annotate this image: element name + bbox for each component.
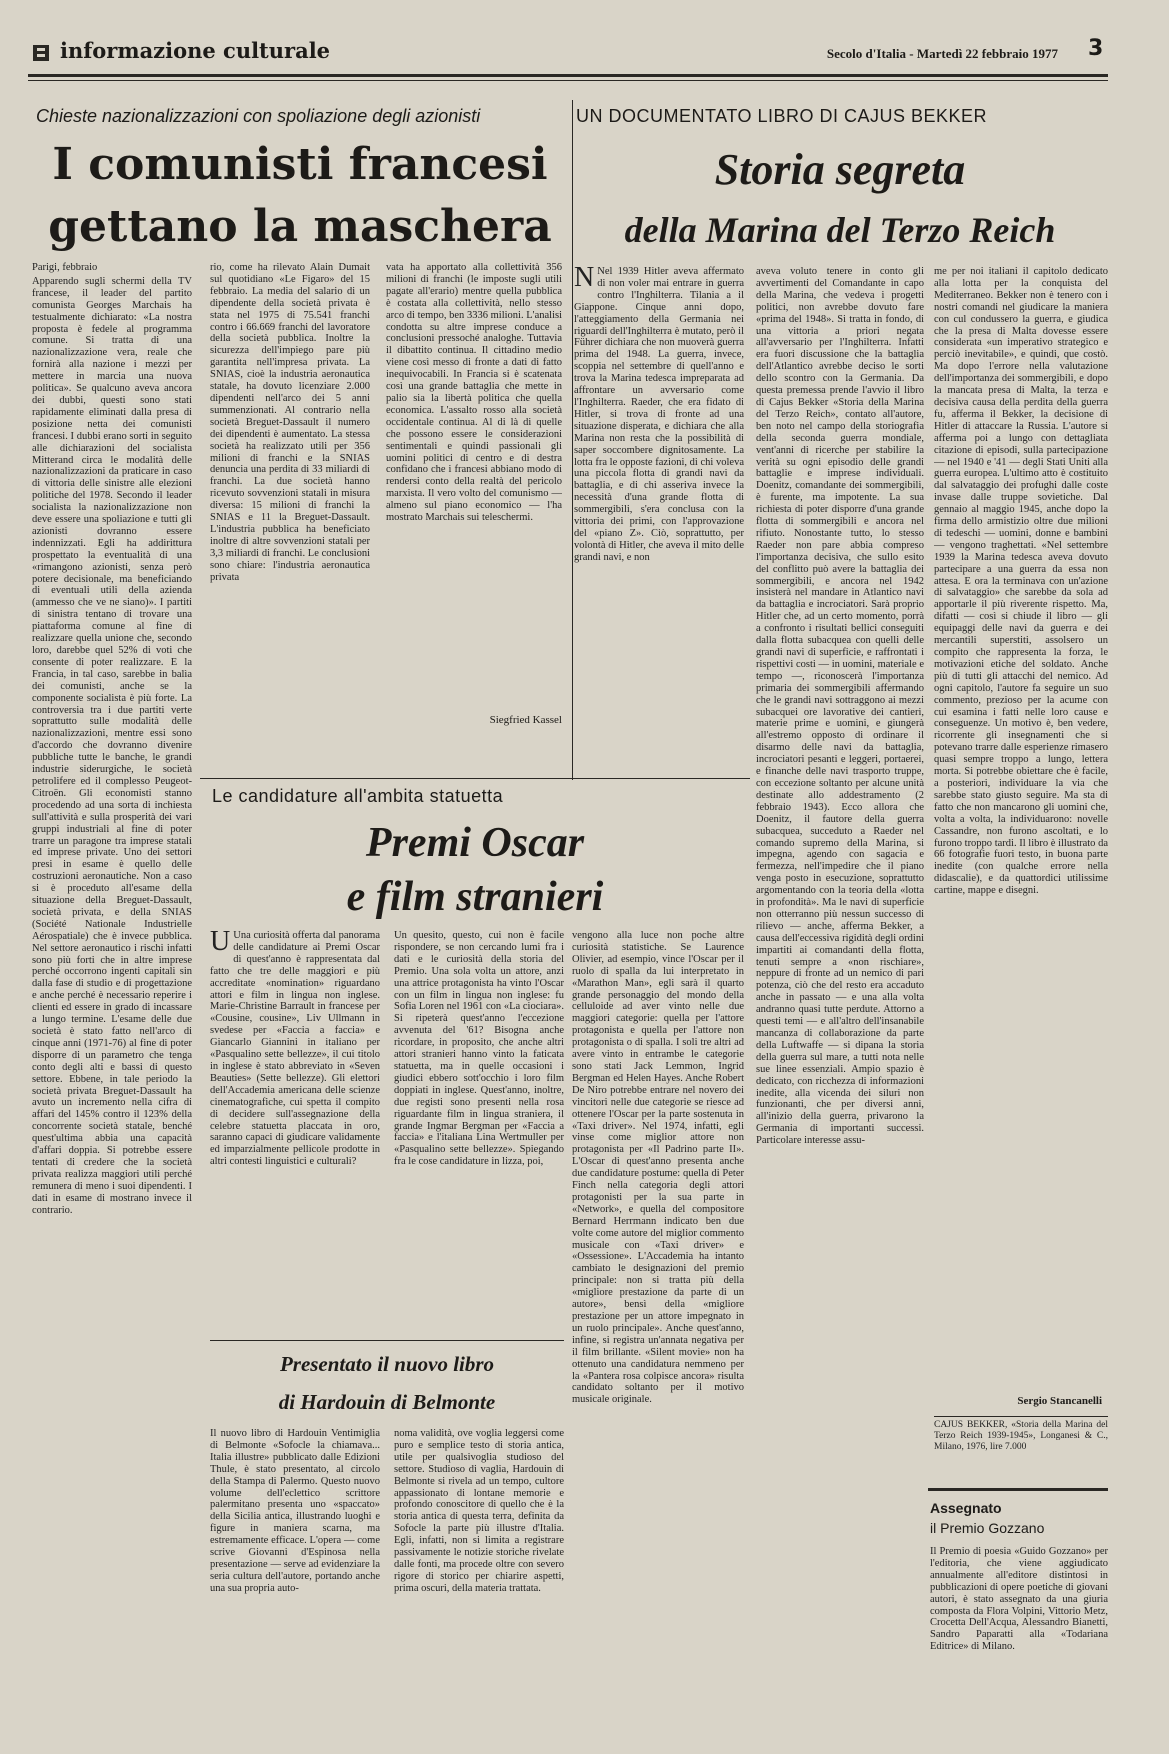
divider-article1-article2 xyxy=(572,100,573,780)
article2-column-2 xyxy=(756,266,924,1728)
article3-title-line2: e film stranieri xyxy=(346,874,604,920)
paper-date: Secolo d'Italia - Martedì 22 febbraio 1977 xyxy=(826,46,1058,61)
article4-column-1 xyxy=(210,1428,380,1728)
section-title: informazione culturale xyxy=(60,38,331,63)
article2-body-2: aveva voluto tenere in conto gli avvertimenti del Comandante in capo della Marina, che vedeva i progetti politici, non avrebbe dovuto fare «prima del 1948». Si tratta in fondo, di una vittoria a priori negata all'avversario per l'Inghilterra. Infatti era fuori discussione che la battaglia dell'Atlantico avrebbe deciso le sorti dello scontro con la Germania. Da questa premessa prende l'avvio il libro di Cajus Bekker «Storia della Marina del Terzo Reich», contato all'autore, ben noto nel campo della storiografia della seconda guerra mondiale, vent'anni di ricerche per stabilire la verità su ogni episodio delle grandi battaglie e imprese individuali. Doenitz, comandante dei sommergibili, è furente, ma impotente. La sua richiesta di poter disporre d'una grande flotta di sommergibili e ancora nel rifiuto. Nonostante tutto, lo stesso Raeder non pare abbia compreso l'importanza decisiva, che sullo esito del conflitto può avere la battaglia dei sommergibili, e ancora nel 1942 insisterà nel mandare in Atlantico navi da battaglia e incrociatori. Sarà proprio Hitler che, ad un certo momento, porrà a confronto i risultati bellici conseguiti dalla flotta subacquea con quelli delle grandi navi di superficie, e raffrontati i rispettivi costi — in uomini, materiale e tempo —, riconoscerà l'importanza primaria dei sommergibili affermando che le grandi navi sottraggono ai mezzi subacquei ore lavorative dei cantieri, materie prime e uomini, e giungerà all'estremo opposto di ordinare il disarmo delle navi da battaglia, incrociatori pesanti e leggeri, portaerei, e finanche delle navi trasporto truppe, con eccezione soltanto per alcune unità destinate allo addestramento (2 febbraio 1943). Ecco allora che Doenitz, il fautore della guerra subacquea, succeduto a Raeder nel comando supremo della Marina, si impegna, agendo con sagacia e fermezza, nell'impedire che il piano venga posto in esecuzione, soprattutto argomentando con la teoria della «lotta in profondità». Ma le navi di superficie non otterranno più nessun successo di rilievo — anche, afferma Bekker, a causa dell'eccessiva rigidità degli ordini impartiti ai comandanti della flotta, tenuti sempre a «non rischiare», neppure di fronte ad un nemico di pari potenza, ciò che del resto era accaduto anche in passato — e una alla volta andranno quasi tutte perdute. Attorno a questi temi — e all'altro dell'insanabile mancanza di collaborazione da parte della Luftwaffe — si dipana la storia della guerra sul mare, a tutti nota nelle sue linee essenziali. Ampio spazio è dedicato, con ricchezza di informazioni inedite, alla vicenda dei siluri non funzionanti, che per diversi anni, all'inizio della guerra, privarono la Germania di importanti successi. Particolare interesse assu- xyxy=(756,266,924,1147)
article1-kicker: Chieste nazionalizzazioni con spoliazione degli azionisti xyxy=(36,106,481,126)
article1-body-3: vata ha apportato alla collettività 356 milioni di franchi (le imposte sugli utili pagate all'erario) mentre quella pubblica è costata alla collettività, nello stesso arco di tempo, ben 3336 milioni. L'analisi condotta su altre imprese conduce a conclusioni pressoché analoghe. Tuttavia il dibattito continua. Il cittadino medio viene così messo di fronte a dati di fatto inequivocabili. In Francia si è scatenata così una grande battaglia che mette in palio sia la libertà politica che quella economica. L'assalto rosso alla società occidentale continua. Al di là di quelle che possono essere le considerazioni sentimentali e quindi passionali gli uomini politici di centro e di destra confidano che i francesi abbiano modo di rendersi conto della realtà del pericolo marxista. Il vero volto del comunismo — almeno sul piano economico — l'ha mostrato Marchais sui teleschermi. xyxy=(386,262,562,524)
article1-dateline: Parigi, febbraio xyxy=(32,262,98,273)
article1-column-3 xyxy=(386,262,562,708)
article5-title: il Premio Gozzano xyxy=(930,1520,1045,1536)
article4-title-line1: Presentato il nuovo libro xyxy=(279,1352,495,1376)
article1-title-line2: gettano la maschera xyxy=(48,201,552,252)
article1-body-1: Apparendo sugli schermi della TV francese, il leader del partito comunista Georges Marchais ha testualmente dichiarato: «La nostra proposta è fedele al programma comune. Si tratta di una nazionalizzazione vera, reale che fornirà alla nazione i mezzi per mettere in marcia una nuova politica». Se qualcuno aveva ancora dei dubbi, questi sono stati rapidamente eliminati dalla presa di posizione netta dei comunisti francesi. I dubbi erano sorti in seguito alle dichiarazioni del socialista Mitterand circa le modalità delle nazionalizzazioni da praticare in caso di vittoria delle sinistre alle elezioni politiche del 1978. Secondo il leader socialista la nazionalizzazione non deve essere una spoliazione e tutti gli azionisti dovranno essere indennizzati. Egli ha addirittura prospettato la eventualità di una «rimangono azionisti, senza però potere decisionale, ma beneficiando di eventuali utili della azienda (ammesso che ve ne siano)». I partiti di sinistra tentano di trovare una piattaforma comune al fine di realizzare quella unione che, secondo loro, darebbe quel 52% di voti che consente di poter realizzare. E la Francia, in tal caso, sarebbe in balìa dei comunisti, anche se la componente socialista è più forte. La controversia tra i due partiti verte soprattutto sulle modalità delle nazionalizzazioni, mentre essi sono d'accordo che dovranno divenire pubbliche tutte le banche, le grandi industrie siderurgiche, le società petrolifere ed il complesso Peugeot-Citroën. Gli economisti stanno procedendo ad una sorta di inchiesta sull'attività e sulla prosperità dei vari gruppi industriali al fine di poter trarre un paragone tra imprese statali ed imprese private. Uno dei settori presi in esame è quello delle costruzioni aeronautiche. Non a caso si è proceduto all'esame della situazione della Breguet-Dassault, società privata, e della SNIAS (Société Nationale Industrielle Aérospatiale) che è invece pubblica. Nel settore aeronautico i rischi infatti sono più forti che in altre imprese perché occorrono ingenti capitali sin dalla fase di studio e di progettazione e anche perché è necessario reperire i clienti ed essere in grado di incassare a lungo termine. L'esame delle due società è stato fatto nell'arco di cinque anni (1971-76) al fine di poter disporre di un parametro che tenga conto degli alti e bassi di questo settore. Ebbene, in tale periodo la società privata Breguet-Dassault ha avuto un incremento nella cifra di affari del 145% contro il 123% della concorrente società statale, benché quest'ultima abbia una capacità d'affari doppia. Si potrebbe essere tentati di credere che la società privata realizza maggiori utili perché remunera di meno i suoi dipendenti. I dati in esame di mostrano invece il contrario. xyxy=(32,275,192,1216)
article1-body-2: rio, come ha rilevato Alain Dumait sul quotidiano «Le Figaro» del 15 febbraio. La media del salario di un dipendente della società privata è stata nel 1975 di 75.541 franchi contro i 66.669 franchi del lavoratore della società pubblica. Inoltre la sicurezza dell'impiego pare più garantita nell'impresa privata. La SNIAS, cioè la industria aeronautica statale, ha dovuto licenziare 2.000 dipendenti nell'arco dei 5 anni summenzionati. Al contrario nella società Breguet-Dassault il numero dei dipendenti è aumentato. La stessa società ha realizzato utili per 356 milioni di franchi e la SNIAS denuncia una perdita di 33 miliardi di franchi. La due società hanno ricevuto sovvenzioni statali in misura diversa: 15 milioni di franchi la SNIAS e 11 la Breguet-Dassault. L'industria pubblica ha beneficiato inoltre di altre sovvenzioni statali per 3,3 miliardi di franchi. Le conclusioni sono chiare: l'industria aeronautica privata xyxy=(210,262,370,583)
masthead xyxy=(28,36,1108,76)
article2-signature: Sergio Stancanelli xyxy=(1017,1395,1102,1407)
article1-title-line1: I comunisti francesi xyxy=(52,139,548,190)
masthead-rule-thin xyxy=(28,80,1108,81)
masthead-rule xyxy=(28,74,1108,77)
article2-book-reference: CAJUS BEKKER, «Storia della Marina del Terzo Reich 1939-1945», Longanesi & C., Milano, 1976, lire 7.000 xyxy=(934,1420,1108,1452)
article3-body-3: vengono alla luce non poche altre curiosità statistiche. Se Laurence Olivier, ad esempio, vince l'Oscar per il ruolo di spalla da lui interpretato in «Marathon Man», egli sarà il quarto grande personaggio del mondo della celluloide ad aver vinto nelle due maggiori categorie: quella per l'attore protagonista e quella per l'attore non protagonista o di spalla. I soli tre altri ad avere vinto in entrambe le categorie sono stati Jack Lemmon, Ingrid Bergman ed Helen Hayes. Anche Robert De Niro potrebbe entrare nel novero dei vincitori nelle due categorie se riesce ad ottenere l'Oscar per la parte sostenuta in «Taxi driver». Nel 1974, infatti, egli vinse come miglior attore non protagonista per «Il Padrino parte II». L'Oscar di quest'anno presenta anche due candidature postume: quella di Peter Finch nella categoria degli attori protagonisti per la sua parte in «Network», e quella del compositore Bernard Herrmann indicato ben due volte come autore del miglior commento musicale con «Taxi driver» e «Ossessione». L'Accademia ha intanto cambiato le designazioni del premio principale: non si tratta più della «migliore prestazione da parte di un autore», bensì della «migliore prestazione per un attore impegnato in un ruolo principale». Anche quest'anno, infine, si registra un'annata negativa per il film brillante. «Silent movie» non ha ottenuto una candidatura nemmeno per la «Pantera rosa colpisce ancora» risulta candidato soltanto per il motivo musicale originale. xyxy=(572,930,744,1406)
article1-column-1 xyxy=(32,262,192,1727)
article1-column-2 xyxy=(210,262,370,732)
page-number: 3 xyxy=(1088,36,1104,61)
article4-body-2: noma validità, ove voglia leggersi come puro e semplice testo di storia antica, utile per qualsivoglia studioso del settore. Studioso di vaglia, Hardouin di Belmonte si rivela ad un tempo, cultore appassionato di lontane memorie e profondo conoscitore di quello che è la storia antica di questa terra, definita da Sofocle la parte più illustre d'Italia. Egli, infatti, non si limita a registrare passivamente le notizie storiche rivelate dalle fonti, ma procede oltre con severo rigore di storico per chiarire aspetti, prima oscuri, della materia trattata. xyxy=(394,1428,564,1594)
book-ref-rule xyxy=(934,1416,1108,1417)
article3-title-line1: Premi Oscar xyxy=(365,820,585,866)
divider-article3-top xyxy=(200,778,750,779)
article3-body-2: Un quesito, questo, cui non è facile rispondere, se non cercando lumi fra i dati e le curiosità della storia del Premio. Una sola volta un attore, anzi una attrice protagonista ha vinto l'Oscar con un film in lingua non inglese: fu Sofia Loren nel 1961 con «La ciociara». Si ripeterà quest'anno l'eccezione avvenuta del '61? Bisogna anche ricordare, in proposito, che anche altri attori stranieri hanno vinto la faticata statuetta, ma in quelle occasioni i giudici ebbero sott'occhio i loro film doppiati in inglese. Quest'anno, inoltre, due registi sono presenti nella rosa riguardante film in lingua straniera, il grande Ingmar Bergman per «Faccia a faccia» e l'italiana Lina Wertmuller per «Pasqualino sette bellezze». Spiegando fra le cose candidature in lizza, poi, xyxy=(394,930,564,1168)
article4-body-1: Il nuovo libro di Hardouin Ventimiglia di Belmonte «Sofocle la chiamava... Italia illustre» pubblicato dalle Edizioni Thule, è stato presentato, al circolo della Stampa di Palermo. Questo nuovo volume dell'eclettico scrittore palermitano presenta uno «spaccato» della Sicilia antica, illustrando luoghi e figure in maniera scarna, ma estremamente efficace. L'opera — come scrive Giovanni d'Espinosa nella presentazione — serve ad evidenziare la seria cultura dell'autore, portando anche una sua propria auto- xyxy=(210,1428,380,1594)
article1-signature: Siegfried Kassel xyxy=(489,714,562,726)
article2-title-line2: della Marina del Terzo Reich xyxy=(624,210,1056,250)
article4-column-2 xyxy=(394,1428,564,1728)
article5-kicker: Assegnato xyxy=(930,1500,1002,1516)
article3-column-3 xyxy=(572,930,744,1728)
article3-column-2 xyxy=(394,930,564,1325)
article2-column-3 xyxy=(934,266,1108,1388)
article3-kicker: Le candidature all'ambita statuetta xyxy=(212,786,504,806)
article3-column-1 xyxy=(210,930,380,1335)
article5-body: Il Premio di poesia «Guido Gozzano» per l'editoria, che viene aggiudicato annualmente all'editore distintosi in pubblicazioni di opere poetiche di giovani autori, è stato assegnato da una giuria composta da Flora Volpini, Vittorio Metz, Crocetta Dell'Acqua, Alessandro Bianetti, Sandro Paparatti alla «Todariana Editrice» di Milano. xyxy=(930,1546,1108,1653)
article4-title-line2: di Hardouin di Belmonte xyxy=(278,1390,496,1414)
divider-article4-top xyxy=(210,1340,564,1341)
article2-title-line1: Storia segreta xyxy=(714,145,966,194)
divider-article5-top xyxy=(928,1488,1108,1491)
article2-column-1 xyxy=(574,266,744,746)
article3-body-1: U Una curiosità offerta dal panorama delle candidature ai Premi Oscar di quest'anno è rappresentata dal fatto che tre delle maggiori e più accreditate «nomination» riguardano attori e film in lingua non inglese. Marie-Christine Barrault in francese per «Cousine, cousine», Liv Ullmann in svedese per «Faccia a faccia» e Giancarlo Giannini in italiano per «Pasqualino sette bellezze», il cui titolo in inglese è stato abbreviato in «Seven Beauties» (Sette bellezze). Gli elettori dell'Accademia americana delle scienze cinematografiche, cui spetta il compito di decidere sull'assegnazione della celebre statuetta placcata in oro, saranno capaci di giudicare validamente ed imparzialmente pellicole prodotte in altri contesti linguistici e culturali? xyxy=(210,930,380,1168)
article2-kicker: UN DOCUMENTATO LIBRO DI CAJUS BEKKER xyxy=(576,106,988,126)
article2-body-1: N Nel 1939 Hitler aveva affermato di non voler mai entrare in guerra contro l'Inghilterra. Tilania a il Giappone. Cinque anni dopo, l'atteggiamento della Germania nei riguardi dell'Inghilterra è mutato, però il Führer dichiara che non muoverà guerra prima del 1948. La guerra, invece, scoppia nel settembre di quell'anno e trova la Marina tedesca impreparata ad affrontare un avversario come l'Inghilterra. Raeder, che era fidato di Hitler, si trova di fronte ad una situazione disperata, e dichiara che alla Marina non resta che la possibilità di saper soccombere dignitosamente. La lotta fra le opposte fazioni, di chi voleva una piccola flotta di grandi navi da battaglia, e di chi asseriva invece la necessità d'una grande flotta di sommergibili, s'era conclusa con la vittoria dei primi, con l'approvazione del «piano Z». Ciò, soprattutto, per volontà di Hitler, che aveva il mito delle grandi navi, e non xyxy=(574,266,744,563)
article2-body-3: me per noi italiani il capitolo dedicato alla lotta per la conquista del Mediterraneo. Bekker non è tenero con i nostri comandi nel giudicare la maniera con cul condussero la guerra, e giudica che la presa di Malta dovesse essere considerata «un imperativo strategico e perciò inevitabile», e quindi, que costò. Ma dopo l'errore nella valutazione dell'importanza dei sommergibili, e dopo la mancata presa di Malta, la terza e decisiva causa della perdita della guerra fu, afferma il Bekker, la decisione di Hitler di attaccare la Russia. L'autore si afferma poi a lungo con dettagliata citazione di episodi, sulla partecipazione — nel 1940 e '41 — degli Stati Uniti alla guerra europea. L'ultimo atto è costituito dal salvataggio dei profughi dalle coste invase dalle truppe sovietiche. Dal gennaio al maggio 1945, anche dopo la firma dello armistizio oltre due milioni di tedeschi — uomini, donne e bambini — vengono traghettati. «Nel settembre 1939 la Marina tedesca aveva dovuto partecipare a una guerra da essa non attesa. E ora la terminava con un'azione di salvataggio» che sarebbe da sola ad apportarle il più riverente rispetto. Ma, difatti — così si chiude il libro — gli equipaggi delle navi da guerra e dei mercantili superstiti, assolsero un compito che rappresenta la forza, le motivazioni etiche del soldato. Anche più di tutti gli attacchi del nemico. Ad ogni capitolo, l'autore fa seguire un suo commento, prezioso per la acume con cui esamina i fatti nelle loro cause e conseguenze. Un motivo è, ben vedere, ricorrente gli insegnamenti che si potevano trarre dalle esperienze rimasero quasi sempre troppo a lungo, lettera morta. Si potrebbe obiettare che è facile, a posteriori, individuare la via che sarebbe stato giusto seguire. Ma sta di fatto che non mancarono gli uomini che, volta a volta, la individuarono: novelle Cassandre, non furono ascoltati, e lo furono troppo tardi. Il libro è illustrato da 66 fotografie fuori testo, in buona parte inedite (con qualche errore nella didascalie), e da quattordici utilissime cartine, mappe e disegni. xyxy=(934,266,1108,897)
section-logo-icon xyxy=(32,44,50,62)
